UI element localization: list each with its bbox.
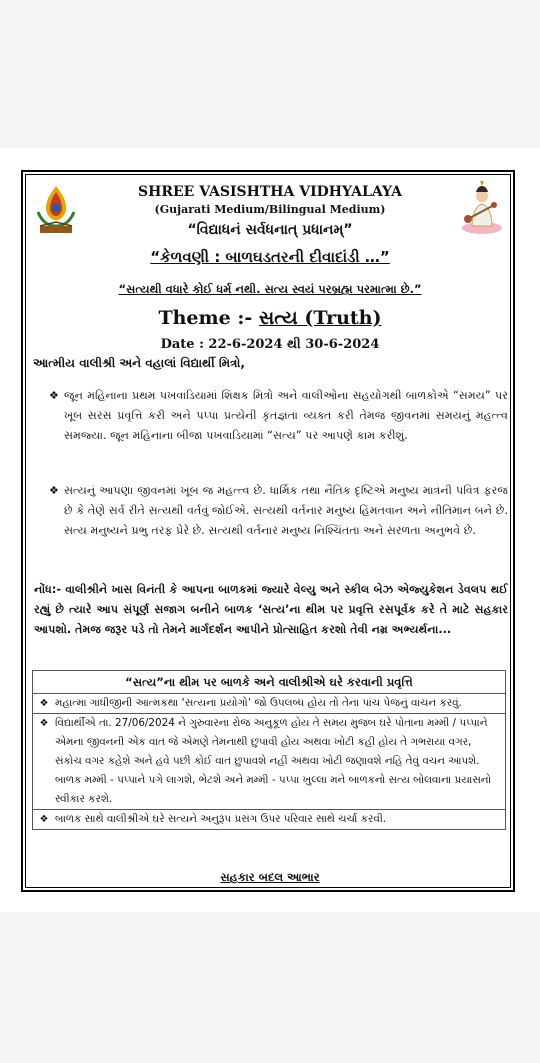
bullet-icon: ❖ (39, 698, 49, 709)
top-margin (0, 0, 540, 148)
bullet-icon: ❖ (49, 484, 59, 497)
theme-label: Theme :- (158, 307, 259, 329)
bullet-icon: ❖ (39, 718, 49, 729)
paragraph-time-activity: જૂન મહિનાના પ્રથમ પખવાડિયામાં શિક્ષક મિત્રો અને વાલીઓના સહયોગથી બાળકોએ “સમય” પર ખૂબ સરસ પ્રવૃત્તિ કરી અને પપ્પા પ્રત્યેની કૃતજ્ઞતા વ્યક્ત કરી તેમજ જીવનમાં સમયનું મહત્ત્વ સમજ્યા. જૂન મહિનાના બીજા પખવાડિયામાં “સત્ય” પર આપણે કામ કરીશું. (64, 389, 508, 442)
greeting: આત્મીય વાલીશ્રી અને વહાલાં વિદ્યાર્થી મિત્રો, (33, 356, 245, 370)
parent-note: નોંધ:- વાલીશ્રીને ખાસ વિનંતી કે આપના બાળકમાં જ્યારે વેલ્યુ અને સ્કીલ બેઝ એજ્યુકેશન ડેવલપ થઈ રહ્યું છે ત્યારે આપ સંપૂર્ણ સજાગ બનીને બાળક ‘સત્ય’ના થીમ પર પ્રવૃત્તિ રસપૂર્વક કરે તે માટે સહકાર આપશો. તેમજ જરૂર પડે તો તેમને માર્ગદર્શન આપીને પ્રોત્સાહિત કરશો તેવી નમ્ર અભ્યર્થના... (34, 583, 508, 636)
activity-item: વિદ્યાર્થીએ તા. 27/06/2024 ને ગુરુવારના રોજ અનુકૂળ હોય તે સમય મુજબ ઘરે પોતાના મમ્મી / પપ્પાને એમના જીવનની એક વાત જે એમણે તેમનાથી છુપાવી હોય અથવા ખોટી કહી હોય તે ગભરાયા વગર, સંકોચ વગર કહેશે અને હવે પછી કોઈ વાત છુપાવશે નહીં અથવા ખોટી જણાવશે નહિ તેવું વચન આપશે. બાળક મમ્મી - પપ્પાને પગે લાગશે, ભેટશે અને મમ્મી - પપ્પા ખુલ્લા મને બાળકનો સત્ય બોલવાના પ્રયાસનો સ્વીકાર કરશે. (55, 717, 492, 805)
activity-item: મહાત્મા ગાંધીજીની આત્મકથા ‘સત્યના પ્રયોગો’ જો ઉપલબ્ધ હોય તો તેના પાંચ પેજનું વાંચન કરવું. (55, 697, 462, 709)
bullet-icon: ❖ (49, 389, 59, 402)
tagline: “કેળવણી : બાળઘડતરની દીવાદાંડી …” (150, 248, 390, 266)
table-row (33, 694, 506, 714)
date-range: Date : 22-6-2024 થી 30-6-2024 (160, 337, 380, 352)
bottom-margin (0, 912, 540, 1063)
theme-value: સત્ય (Truth) (258, 307, 382, 329)
saraswati-icon (458, 180, 506, 236)
thanks-footer: સહકાર બદલ આભાર (220, 870, 320, 884)
truth-quote: “સત્યથી વધારે કોઈ ધર્મ નથી. સત્ય સ્વયં પરબ્રહ્મ પરમાત્મા છે.” (118, 282, 422, 296)
table-row (33, 714, 506, 810)
activity-table (32, 670, 506, 830)
table-row (33, 810, 506, 830)
bullet-icon: ❖ (39, 814, 49, 825)
school-motto: “વિદ્યાધનં સર્વધનાત્ પ્રધાનમ્” (187, 222, 353, 238)
activity-table-heading: “સત્ય”ના થીમ પર બાળકે અને વાલીશ્રીએ ઘરે કરવાની પ્રવૃત્તિ (33, 671, 506, 694)
school-emblem-icon (32, 182, 80, 236)
school-name: SHREE VASISHTHA VIDHYALAYA (138, 184, 402, 200)
school-medium: (Gujarati Medium/Bilingual Medium) (154, 203, 386, 216)
activity-item: બાળક સાથે વાલીશ્રીએ ઘરે સત્યને અનુરૂપ પ્રસંગ ઉપર પરિવાર સાથે ચર્ચા કરવી. (55, 813, 387, 825)
paragraph-truth-importance: સત્યનું આપણા જીવનમાં ખૂબ જ મહત્ત્વ છે. ધાર્મિક તથા નૈતિક દૃષ્ટિએ મનુષ્ય માત્રની પવિત્ર ફરજ છે કે તેણે સર્વ રીતે સત્યથી વર્તવું જોઈએ. સત્યથી વર્તનાર મનુષ્ય હિંમતવાન અને નીતિમાન બને છે. સત્ય મનુષ્યને પ્રભુ તરફ પ્રેરે છે. સત્યથી વર્તનાર મનુષ્ય નિશ્ચિંતતા અને સરળતા અનુભવે છે. (64, 484, 508, 537)
theme-line (60, 307, 480, 329)
